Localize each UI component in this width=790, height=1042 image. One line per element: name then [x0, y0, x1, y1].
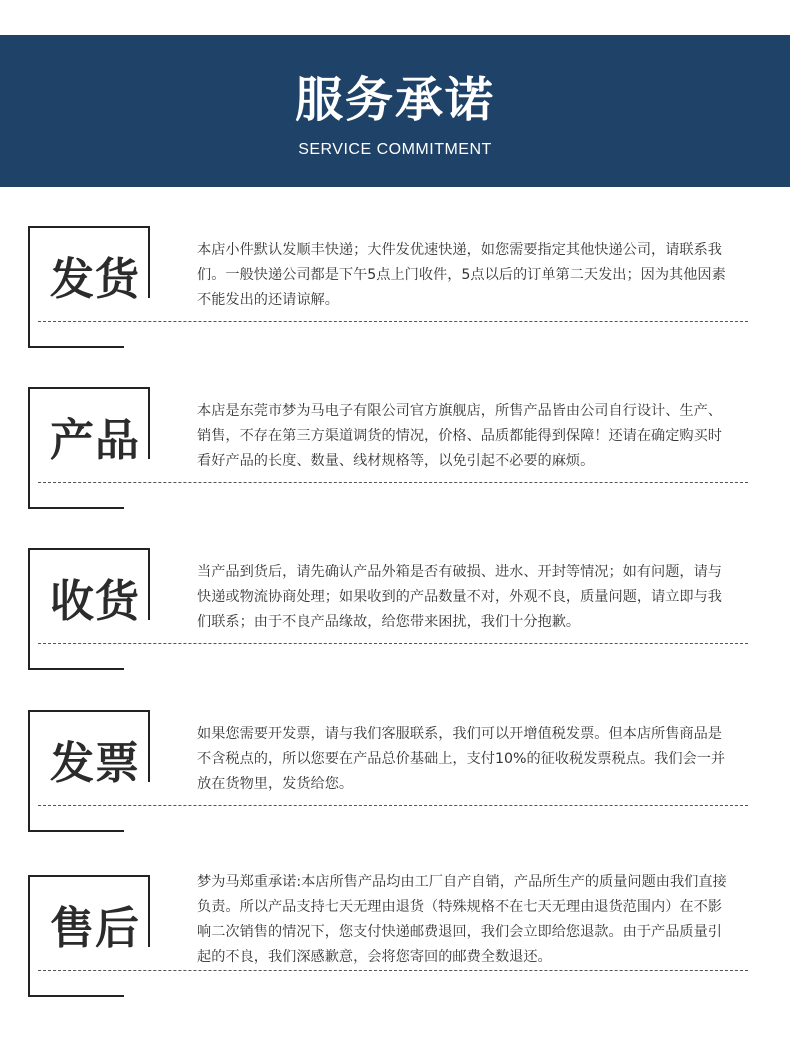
- frame-line: [28, 346, 124, 348]
- frame-line: [28, 226, 30, 348]
- section-heading: 售后: [50, 903, 140, 954]
- dashed-divider: [38, 970, 748, 971]
- frame-line: [148, 875, 150, 947]
- section-receiving: [0, 548, 790, 672]
- dashed-divider: [38, 321, 748, 322]
- frame-line: [148, 387, 150, 459]
- section-invoice: [0, 710, 790, 834]
- frame-line: [28, 710, 150, 712]
- frame-line: [28, 548, 30, 670]
- dashed-divider: [38, 482, 748, 483]
- frame-line: [28, 387, 30, 509]
- section-text: 本店是东莞市梦为马电子有限公司官方旗舰店，所售产品皆由公司自行设计、生产、销售，不存在第三方渠道调货的情况，价格、品质都能得到保障！还请在确定购买时看好产品的长度、数量、线材规格等，以免引起不必要的麻烦。: [197, 403, 722, 469]
- section-heading: 发货: [50, 254, 140, 305]
- frame-line: [28, 507, 124, 509]
- frame-line: [28, 668, 124, 670]
- section-heading: 发票: [50, 738, 140, 789]
- section-heading: 产品: [50, 415, 140, 466]
- section-text: 如果您需要开发票，请与我们客服联系，我们可以开增值税发票。但本店所售商品是不含税点的，所以您要在产品总价基础上，支付10%的征收税发票税点。我们会一并放在货物里，发货给您。: [197, 726, 726, 792]
- frame-line: [28, 548, 150, 550]
- page-title: 服务承诺: [294, 72, 495, 128]
- dashed-divider: [38, 805, 748, 806]
- frame-line: [28, 875, 30, 997]
- frame-line: [28, 387, 150, 389]
- section-heading: 收货: [50, 576, 140, 627]
- section-text: 梦为马郑重承诺:本店所售产品均由工厂自产自销，产品所生产的质量问题由我们直接负责。所以产品支持七天无理由退货（特殊规格不在七天无理由退货范围内）在不影响二次销售的情况下，您支付快递邮费退回，我们会立即给您退款。由于产品质量引起的不良，我们深感歉意，会将您寄回的邮费全数退还。: [197, 874, 727, 965]
- section-product: [0, 387, 790, 511]
- frame-line: [148, 226, 150, 298]
- section-shipping: [0, 226, 790, 350]
- frame-line: [28, 710, 30, 832]
- section-after-sales: [0, 875, 790, 999]
- frame-line: [28, 875, 150, 877]
- frame-line: [148, 548, 150, 620]
- frame-line: [28, 830, 124, 832]
- dashed-divider: [38, 643, 748, 644]
- frame-line: [148, 710, 150, 782]
- section-text: 本店小件默认发顺丰快递；大件发优速快递，如您需要指定其他快递公司，请联系我们。一般快递公司都是下午5点上门收件，5点以后的订单第二天发出；因为其他因素不能发出的还请谅解。: [197, 242, 726, 308]
- frame-line: [28, 995, 124, 997]
- page-subtitle: SERVICE COMMITMENT: [298, 141, 492, 158]
- section-text: 当产品到货后，请先确认产品外箱是否有破损、进水、开封等情况；如有问题，请与快递或物流协商处理；如果收到的产品数量不对，外观不良，质量问题，请立即与我们联系；由于不良产品缘故，给您带来困扰，我们十分抱歉。: [197, 564, 722, 630]
- frame-line: [28, 226, 150, 228]
- top-margin: [0, 0, 790, 35]
